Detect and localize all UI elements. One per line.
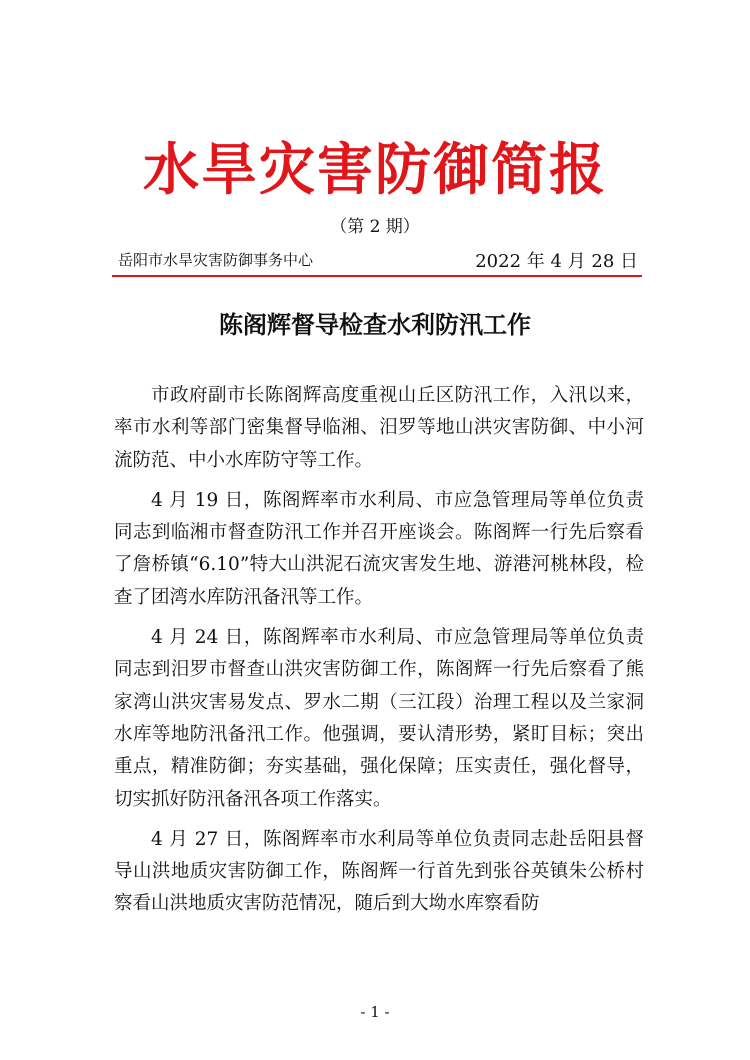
red-header-rule bbox=[112, 275, 642, 277]
issuing-organization: 岳阳市水旱灾害防御事务中心 bbox=[118, 251, 314, 269]
article-title: 陈阁辉督导检查水利防汛工作 bbox=[219, 310, 531, 339]
issue-date: 2022 年 4 月 28 日 bbox=[475, 251, 638, 272]
bulletin-meta-row bbox=[118, 247, 638, 271]
article-body bbox=[114, 380, 644, 929]
bulletin-title: 水旱灾害防御简报 bbox=[143, 138, 607, 203]
article-paragraph: 市政府副市长陈阁辉高度重视山丘区防汛工作，入汛以来，率市水利等部门密集督导临湘、汨罗等地山洪灾害防御、中小河流防范、中小水库防守等工作。 bbox=[114, 385, 644, 471]
article-paragraph: 4 月 24 日，陈阁辉率市水利局、市应急管理局等单位负责同志到汨罗市督查山洪灾害防御工作，陈阁辉一行先后察看了熊家湾山洪灾害易发点、罗水二期（三江段）治理工程以及兰家洞水库等地防汛备汛工作。他强调，要认清形势，紧盯目标；突出重点，精准防御；夯实基础，强化保障；压实责任，强化督导，切实抓好防汛备汛各项工作落实。 bbox=[114, 627, 644, 810]
page-number: - 1 - bbox=[360, 1003, 390, 1021]
article-paragraph: 4 月 19 日，陈阁辉率市水利局、市应急管理局等单位负责同志到临湘市督查防汛工作并召开座谈会。陈阁辉一行先后察看了詹桥镇“6.10”特大山洪泥石流灾害发生地、游港河桃林段，检查了团湾水库防汛备汛等工作。 bbox=[114, 489, 644, 608]
issue-number: （第 2 期） bbox=[330, 217, 420, 237]
article-paragraph: 4 月 27 日，陈阁辉率市水利局等单位负责同志赴岳阳县督导山洪地质灾害防御工作，陈阁辉一行首先到张谷英镇朱公桥村察看山洪地质灾害防范情况，随后到大坳水库察看防 bbox=[114, 828, 644, 915]
